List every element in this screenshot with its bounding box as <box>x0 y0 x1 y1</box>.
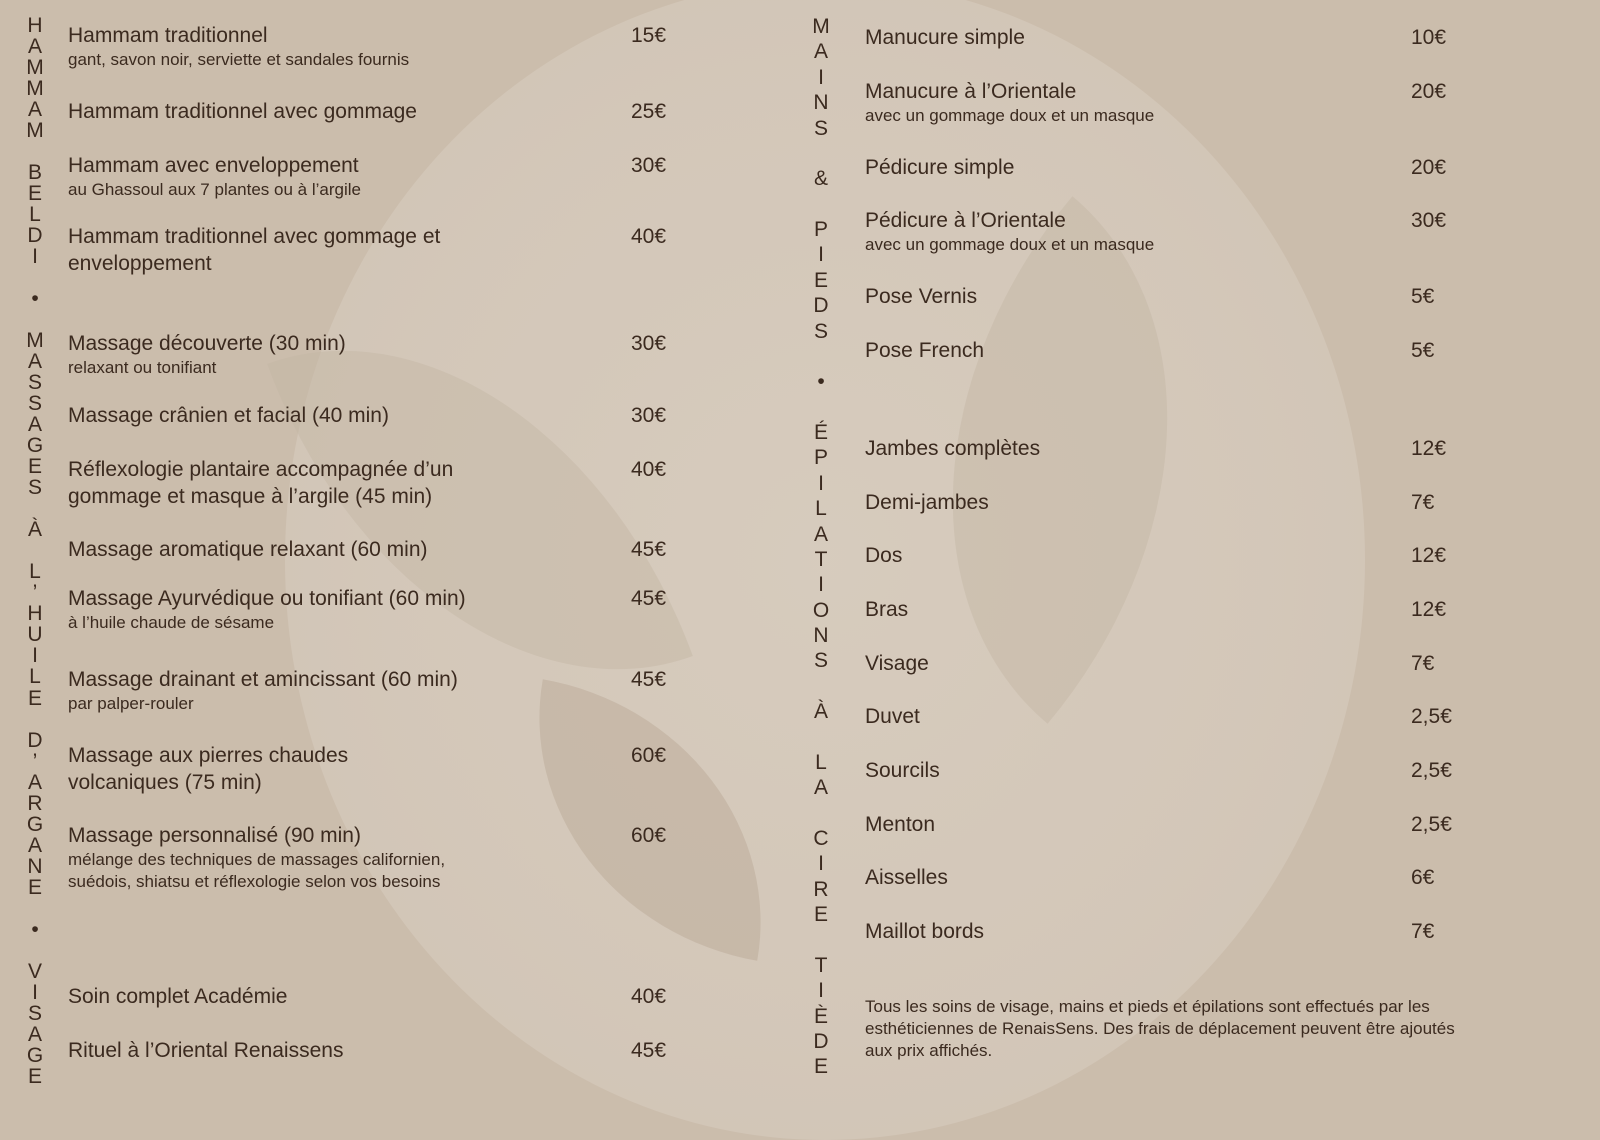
heading-letter <box>818 803 824 824</box>
item-description: avec un gommage doux et un masque <box>865 235 1155 254</box>
item-title: Menton <box>865 813 936 836</box>
footnote: Tous les soins de visage, mains et pieds et épilations sont effectués par les esthéticiennes de RenaisSens. Des frais de déplacement peuvent être ajoutés aux prix affichés. <box>865 997 1455 1060</box>
item-price: 45€ <box>631 587 667 610</box>
heading-letter: I <box>32 980 38 1004</box>
item-price: 40€ <box>631 985 667 1008</box>
item-title: Massage Ayurvédique ou tonifiant (60 min) <box>68 587 466 610</box>
item-title: Duvet <box>865 705 920 728</box>
item-price: 30€ <box>631 154 667 177</box>
price-list-item <box>68 223 440 277</box>
price-list-item <box>865 78 1154 127</box>
item-title: Maillot bords <box>865 920 985 943</box>
heading-letter: E <box>27 875 42 899</box>
heading-letter: D <box>813 294 829 318</box>
section-heading-right <box>806 16 836 1078</box>
item-price: 15€ <box>631 24 667 47</box>
heading-letter: N <box>27 854 43 878</box>
heading-letter <box>32 309 38 330</box>
heading-letter: D <box>813 1030 829 1053</box>
heading-letter <box>32 940 38 961</box>
heading-letter: M <box>26 56 44 80</box>
heading-letter: ’ <box>32 581 38 605</box>
heading-letter: I <box>32 245 38 269</box>
item-title: Jambes complètes <box>865 437 1041 460</box>
price-list-item <box>68 456 453 510</box>
item-title: Soin complet Académie <box>68 985 288 1008</box>
price-list-item <box>68 22 409 71</box>
item-price: 5€ <box>1411 285 1435 308</box>
heading-letter: • <box>31 917 39 941</box>
heading-letter: D <box>27 728 43 752</box>
item-price: 12€ <box>1411 437 1447 460</box>
heading-letter: A <box>27 98 42 122</box>
heading-letter <box>32 898 38 919</box>
price-list-item <box>68 402 389 429</box>
heading-letter: M <box>26 329 44 353</box>
heading-letter: R <box>27 791 43 815</box>
price-list-item <box>865 337 984 364</box>
heading-letter <box>818 346 824 367</box>
item-title: enveloppement <box>68 252 212 275</box>
heading-letter: E <box>27 686 42 710</box>
heading-letter <box>32 141 38 162</box>
price-list-item <box>865 864 948 891</box>
item-title: Bras <box>865 598 909 621</box>
price-list-item <box>865 757 940 784</box>
heading-letter: A <box>813 522 828 546</box>
heading-letter: H <box>27 14 43 37</box>
item-title: Massage aromatique relaxant (60 min) <box>68 538 428 561</box>
heading-letter: À <box>813 700 828 724</box>
price-list-item <box>865 24 1025 51</box>
item-price: 40€ <box>631 225 667 248</box>
price-list-item <box>68 666 458 715</box>
item-title: Massage découverte (30 min) <box>68 332 346 355</box>
item-price: 7€ <box>1411 652 1435 675</box>
heading-letter: L <box>815 497 827 521</box>
item-price: 25€ <box>631 100 667 123</box>
heading-letter <box>818 194 824 215</box>
price-list-item <box>68 98 417 125</box>
item-title: Massage personnalisé (90 min) <box>68 824 361 847</box>
heading-letter: M <box>812 15 830 38</box>
heading-letter: L <box>29 203 41 227</box>
item-price: 60€ <box>631 824 667 847</box>
heading-letter: R <box>813 877 829 901</box>
price-list-item <box>865 811 935 838</box>
heading-letter: I <box>32 644 38 668</box>
heading-letter: G <box>26 434 44 458</box>
item-price: 2,5€ <box>1411 759 1452 782</box>
item-price: 10€ <box>1411 26 1447 49</box>
price-list-item <box>865 489 989 516</box>
heading-letter: P <box>813 218 828 241</box>
price-list-item <box>68 822 445 893</box>
price-list-item <box>68 536 428 563</box>
item-title: Hammam avec enveloppement <box>68 154 359 177</box>
heading-letter: A <box>27 770 42 794</box>
heading-letter: A <box>813 776 828 800</box>
item-description: à l’huile chaude de sésame <box>68 613 275 632</box>
heading-letter: S <box>27 392 42 416</box>
heading-letter: E <box>813 1055 828 1079</box>
heading-letter: L <box>815 750 827 774</box>
heading-letter: I <box>818 852 824 876</box>
item-title: Demi-jambes <box>865 491 989 514</box>
heading-letter: ’ <box>32 749 38 773</box>
heading-letter: I <box>818 243 824 267</box>
section-heading-left <box>20 15 50 1087</box>
item-price: 40€ <box>631 458 667 481</box>
item-title: Hammam traditionnel avec gommage <box>68 100 417 123</box>
price-list-item <box>865 596 908 623</box>
item-title: Sourcils <box>865 759 940 782</box>
heading-letter: T <box>814 953 828 977</box>
item-title: Massage crânien et facial (40 min) <box>68 404 389 427</box>
heading-letter: I <box>818 65 824 89</box>
item-price: 45€ <box>631 1039 667 1062</box>
heading-letter: E <box>813 268 828 292</box>
item-description: suédois, shiatsu et réflexologie selon vos besoins <box>68 872 441 891</box>
item-price: 2,5€ <box>1411 705 1452 728</box>
heading-letter: A <box>27 413 42 437</box>
heading-letter <box>32 709 38 730</box>
item-price: 60€ <box>631 744 667 767</box>
heading-letter: S <box>27 371 42 395</box>
heading-letter: T <box>814 547 828 571</box>
heading-letter: P <box>813 446 828 470</box>
heading-letter <box>32 498 38 519</box>
heading-letter: S <box>813 319 828 343</box>
heading-letter: B <box>27 161 42 185</box>
price-list-item <box>68 152 361 201</box>
item-price: 12€ <box>1411 544 1447 567</box>
price-list-item <box>68 330 346 379</box>
heading-letter: E <box>27 455 42 479</box>
heading-letter: I <box>818 979 824 1003</box>
item-title: Hammam traditionnel <box>68 24 268 47</box>
heading-letter: V <box>27 959 42 983</box>
item-title: Visage <box>865 652 929 675</box>
price-list-item <box>865 207 1154 256</box>
heading-letter: A <box>27 35 42 59</box>
item-description: par palper-rouler <box>68 694 194 713</box>
item-title: Pose French <box>865 339 985 362</box>
heading-letter <box>818 676 824 697</box>
heading-letter: & <box>813 167 828 191</box>
item-title: Pédicure simple <box>865 156 1015 179</box>
heading-letter <box>818 397 824 418</box>
heading-letter: L <box>29 560 41 584</box>
price-list-item <box>865 154 1014 181</box>
heading-letter <box>32 540 38 561</box>
item-description: mélange des techniques de massages californien, <box>68 850 446 869</box>
item-price: 12€ <box>1411 598 1447 621</box>
item-description: au Ghassoul aux 7 plantes ou à l’argile <box>68 180 361 199</box>
item-price: 30€ <box>631 332 667 355</box>
heading-letter: E <box>813 903 828 927</box>
item-title: Réflexologie plantaire accompagnée d’un <box>68 458 454 481</box>
price-list-item <box>865 435 1040 462</box>
heading-letter: À <box>27 518 42 542</box>
item-price: 20€ <box>1411 80 1447 103</box>
item-price: 30€ <box>1411 209 1447 232</box>
heading-letter: A <box>813 40 828 64</box>
heading-letter: A <box>27 1022 42 1046</box>
item-price: 30€ <box>631 404 667 427</box>
heading-letter: É <box>813 421 828 444</box>
heading-letter: • <box>31 287 39 311</box>
item-price: 2,5€ <box>1411 813 1452 836</box>
heading-letter: M <box>26 77 44 101</box>
heading-letter: C <box>813 827 829 850</box>
heading-letter: U <box>27 623 43 647</box>
heading-letter: A <box>27 350 42 374</box>
item-title: Hammam traditionnel avec gommage et <box>68 225 441 248</box>
item-description: relaxant ou tonifiant <box>68 358 217 377</box>
item-price: 7€ <box>1411 920 1435 943</box>
item-title: volcaniques (75 min) <box>68 771 262 794</box>
heading-letter: È <box>813 1004 828 1028</box>
price-list-item <box>865 283 977 310</box>
heading-letter: O <box>812 598 830 622</box>
item-title: Aisselles <box>865 866 948 889</box>
heading-letter: N <box>813 91 829 115</box>
item-title: Manucure à l’Orientale <box>865 80 1077 103</box>
price-list-item <box>865 650 929 677</box>
heading-letter: H <box>27 602 43 626</box>
item-description: gant, savon noir, serviette et sandales fournis <box>68 50 410 69</box>
item-title: Massage aux pierres chaudes <box>68 744 349 767</box>
item-title: Manucure simple <box>865 26 1025 49</box>
item-title: Rituel à l’Oriental Renaissens <box>68 1039 344 1062</box>
heading-letter: A <box>27 833 42 857</box>
heading-letter: I <box>818 471 824 495</box>
heading-letter: G <box>26 812 44 836</box>
price-list-item <box>68 1037 343 1064</box>
item-price: 45€ <box>631 668 667 691</box>
heading-letter: E <box>27 1064 42 1088</box>
heading-letter: G <box>26 1043 44 1067</box>
price-list-item <box>865 703 920 730</box>
heading-letter: I <box>818 573 824 597</box>
price-list-item <box>865 918 984 945</box>
item-title: Pose Vernis <box>865 285 978 308</box>
item-price: 45€ <box>631 538 667 561</box>
price-list-item <box>865 542 902 569</box>
item-title: Pédicure à l’Orientale <box>865 209 1066 232</box>
item-description: avec un gommage doux et un masque <box>865 106 1155 125</box>
price-list-item <box>68 585 466 634</box>
item-title: Massage drainant et amincissant (60 min) <box>68 668 458 691</box>
heading-letter <box>818 930 824 951</box>
item-price: 20€ <box>1411 156 1447 179</box>
heading-letter: L <box>29 665 41 689</box>
item-title: gommage et masque à l’argile (45 min) <box>68 485 433 508</box>
heading-letter: S <box>27 1001 42 1025</box>
heading-letter: E <box>27 182 42 206</box>
heading-letter: S <box>27 476 42 500</box>
item-title: Dos <box>865 544 903 567</box>
price-list-item <box>68 983 287 1010</box>
heading-letter: M <box>26 119 44 143</box>
heading-letter <box>818 727 824 748</box>
heading-letter: S <box>813 649 828 673</box>
item-price: 7€ <box>1411 491 1435 514</box>
price-list-item <box>68 742 348 796</box>
heading-letter <box>32 267 38 288</box>
heading-letter: • <box>817 370 825 394</box>
heading-letter: S <box>813 116 828 140</box>
item-price: 6€ <box>1411 866 1435 889</box>
heading-letter: D <box>27 224 43 248</box>
heading-letter <box>818 143 824 164</box>
item-price: 5€ <box>1411 339 1435 362</box>
heading-letter: N <box>813 624 829 647</box>
